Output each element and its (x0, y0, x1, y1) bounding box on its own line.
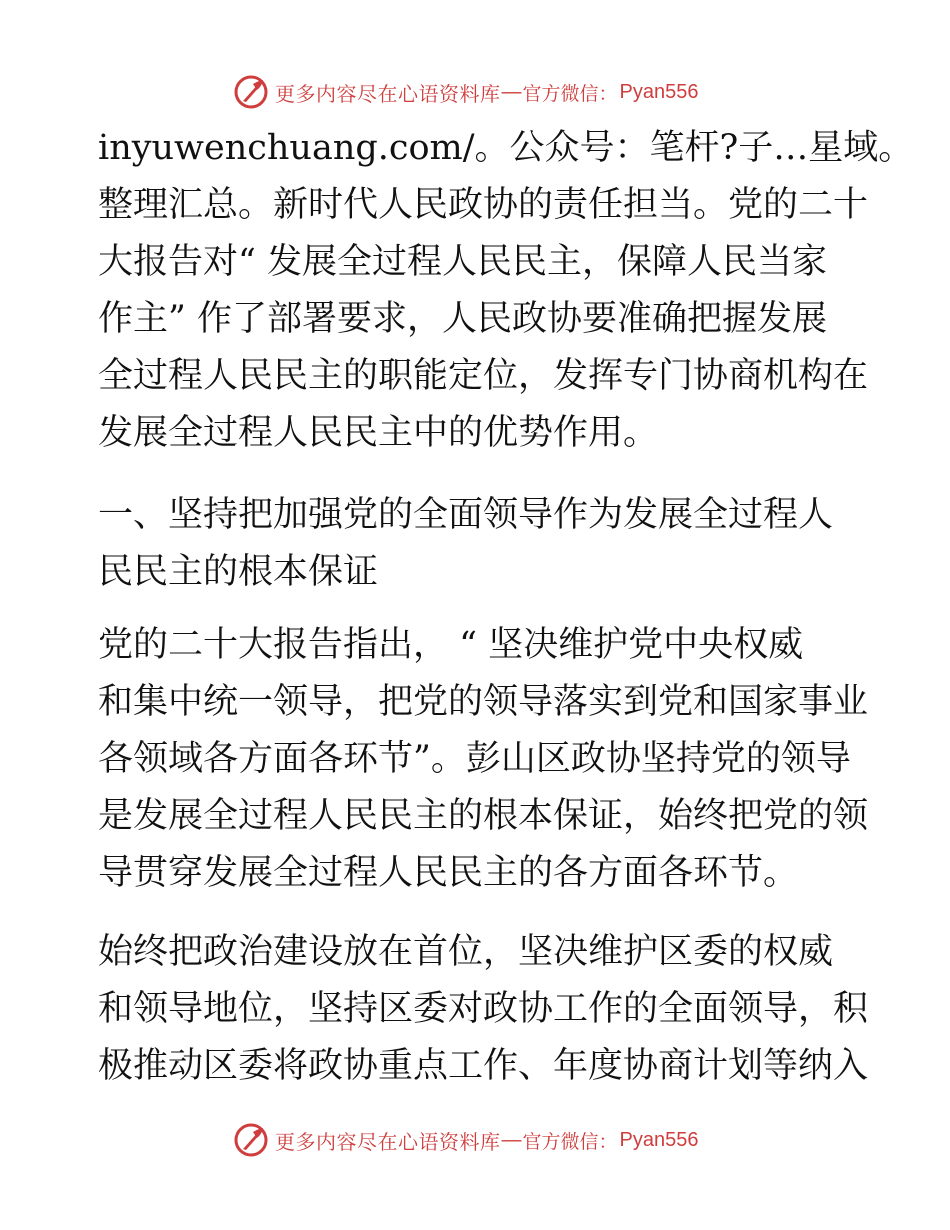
text-line: 是发展全过程人民民主的根本保证，始终把党的领 (98, 796, 869, 836)
watermark-text: 更多内容尽在心语资料库 (275, 81, 501, 106)
paragraph-political-building (98, 924, 869, 1095)
quill-pen-logo-icon (233, 1122, 269, 1158)
watermark-separator: — (501, 80, 522, 103)
text-line: 导贯穿发展全过程人民民主的各方面各环节。 (98, 853, 799, 893)
text-line: 始终把政治建设放在首位，坚决维护区委的权威 (98, 932, 834, 972)
header-watermark (233, 72, 713, 112)
text-line: 一、坚持把加强党的全面领导作为发展全过程人 (98, 495, 834, 535)
text-line: 极推动区委将政协重点工作、年度协商计划等纳入 (98, 1046, 869, 1086)
section-heading-1 (98, 487, 858, 601)
paragraph-report-quote (98, 617, 869, 902)
text-line: 作主” 作了部署要求，人民政协要准确把握发展 (98, 299, 828, 339)
text-line: 和集中统一领导，把党的领导落实到党和国家事业 (98, 682, 869, 722)
text-line: inyuwenchuang.com/。公众号：笔杆?子…星域。 (98, 128, 914, 168)
text-line: 民民主的根本保证 (98, 552, 379, 592)
watermark-separator: — (501, 1128, 522, 1151)
text-line: 党的二十大报告指出， “ 坚决维护党中央权威 (98, 625, 804, 665)
watermark-wechat-label: 官方微信： (522, 1130, 618, 1153)
quill-pen-logo-icon (233, 74, 269, 110)
text-line: 各领域各方面各环节”。彭山区政协坚持党的领导 (98, 739, 851, 779)
footer-watermark (233, 1120, 713, 1160)
text-line: 整理汇总。新时代人民政协的责任担当。党的二十 (98, 185, 869, 225)
watermark-wechat-id: Pyan556 (619, 80, 699, 103)
paragraph-intro (98, 120, 914, 462)
watermark-wechat-label: 官方微信： (522, 82, 618, 105)
watermark-text: 更多内容尽在心语资料库 (275, 1129, 501, 1154)
text-line: 发展全过程人民民主中的优势作用。 (98, 413, 659, 453)
text-line: 全过程人民民主的职能定位，发挥专门协商机构在 (98, 356, 869, 396)
watermark-wechat-id: Pyan556 (619, 1128, 699, 1151)
text-line: 和领导地位，坚持区委对政协工作的全面领导，积 (98, 989, 869, 1029)
text-line: 大报告对“ 发展全过程人民民主，保障人民当家 (98, 242, 828, 282)
